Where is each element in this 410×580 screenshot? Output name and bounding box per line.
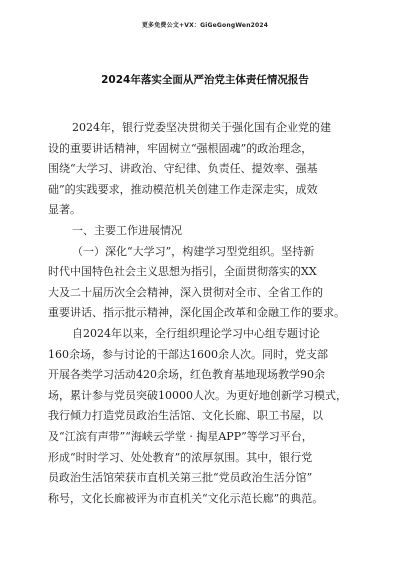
paragraph-1-line-3: 围绕“大学习、讲政治、守纪律、负责任、提效率、强基 (48, 162, 318, 176)
paragraph-2-line-8: 场，累计参与党员突破10000人次。为更好地创新学习模式， (48, 388, 347, 402)
paragraph-2-line-12: 员政治生活馆荣获市直机关第三批“党员政治生活分馆” (48, 471, 313, 485)
paragraph-2-line-9: 我行倾力打造党员政治生活馆、文化长廊、职工书屋，以 (48, 409, 323, 423)
header-note: 更多免费公文+VX：GiGeGongWen2024 (141, 22, 269, 29)
paragraph-2-line-10: 及“江滨有声带”“海峡云学堂 · 掏星APP”等学习平台， (48, 429, 313, 443)
section-heading: 一、主要工作进展情况 (72, 223, 182, 237)
paragraph-2-line-2: 时代中国特色社会主义思想为指引，全面贯彻落实的XX (48, 265, 317, 279)
paragraph-2-line-3: 大及二十届历次全会精神，深入贯彻对全市、全省工作的 (48, 285, 323, 299)
document-body (48, 118, 364, 509)
paragraph-1-line-5: 显著。 (48, 203, 81, 217)
paragraph-2-line-5: 自2024年以来，全行组织理论学习中心组专题讨论 (72, 326, 320, 340)
paragraph-2-line-1: （一）深化“大学习”，构建学习型党组织。坚持新 (72, 244, 315, 258)
paragraph-1-line-1: 2024年，银行党委坚决贯彻关于强化国有企业党的建 (72, 121, 331, 134)
paragraph-2-line-11: 形成“时时学习、处处教育”的浓厚氛围。其中，银行党 (48, 450, 313, 464)
paragraph-1-line-2: 设的重要讲话精神，牢固树立“强根固魂”的政治理念， (48, 141, 313, 155)
paragraph-2-line-13: 称号，文化长廊被评为市直机关“文化示范长廊”的典范。 (48, 491, 324, 505)
paragraph-2-line-7: 开展各类学习活动420余场，红色教育基地现场教学90余 (48, 368, 325, 382)
paragraph-2-line-6: 160余场，参与讨论的干部达1600余人次。同时，党支部 (48, 347, 328, 361)
paragraph-1-line-4: 础”的实践要求，推动模范机关创建工作走深走实，成效 (48, 182, 318, 196)
document-title: 2024年落实全面从严治党主体责任情况报告 (101, 74, 309, 86)
paragraph-2-line-4: 重要讲话、指示批示精神，深化国企改革和金融工作的要求。 (48, 306, 345, 320)
